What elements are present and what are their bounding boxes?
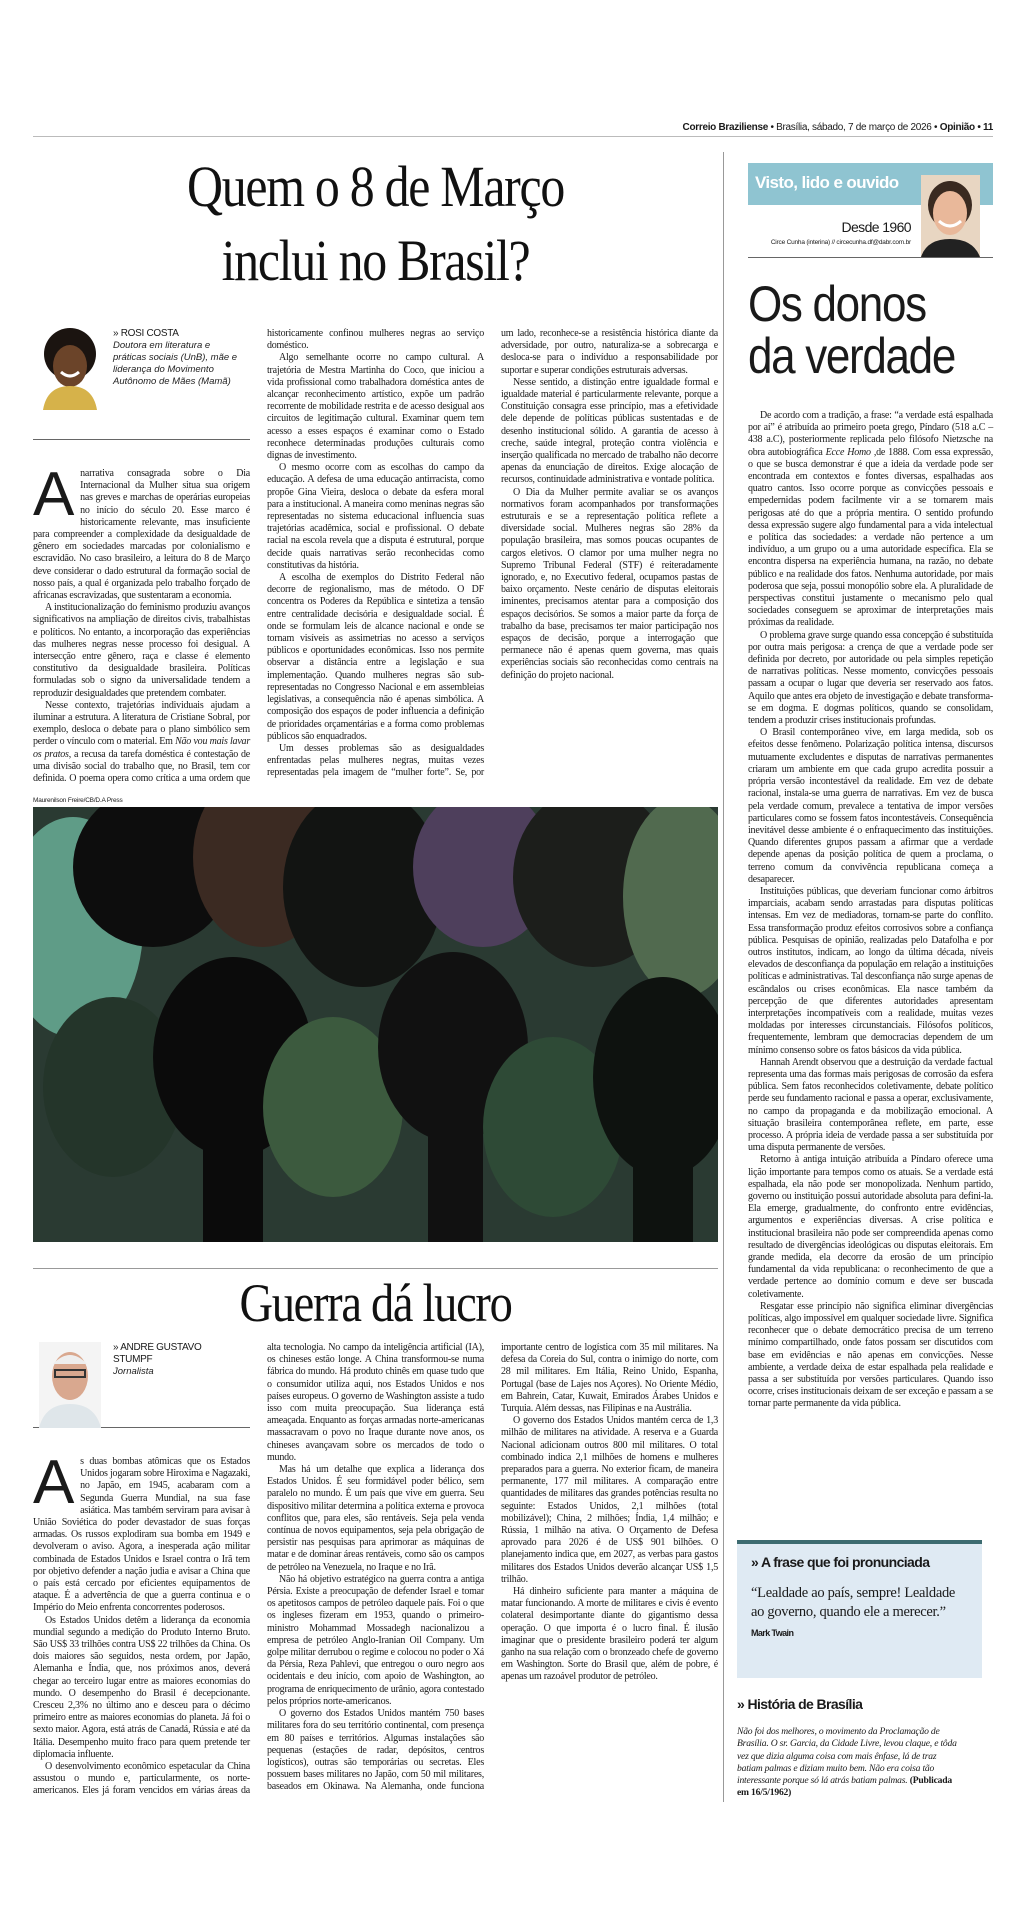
paragraph: Hannah Arendt observou que a destruição da verdade factual representa uma das formas mais perigosas de corrosão da esfera pública. Sem fatos reconhecidos coletivamente, debate político perde seu fundamento racional e passa a operar, exclusivamente, no campo da propaganda e da mobilização emocional. A situação brasileira contemporânea reflete, em parte, esse processo. A própria ideia de verdade passa a ser substituída por uma disputa permanente de versões. [748, 1056, 993, 1154]
paragraph: Os Estados Unidos detêm a liderança da economia mundial segundo a medição do Produto Interno Bruto. São US$ 33 trilhões contra US$ 22 trilhões da China. Os dois maiores são seguidos, nesta ordem, por Japão, Alemanha e Índia, que, nos próximos anos, deverá chegar ao terceiro lugar entre as maiores economias do mundo. O desempenho do Brasil é decepcionante. Cresceu 2,3% no último ano e desceu para o décimo primeiro entre as maiores economias do planeta. Já foi o sexto maior. Agora, está atrás de Canadá, Rússia e até da Itália. Desempenho muito fraco para quem pretende ter diplomacia influente. [33, 1614, 250, 1760]
history-text: Não foi dos melhores, o movimento da Proclamação de Brasília. O sr. Garcia, da Cidade Livre, levou claque, e tôda vez que dizia alguma coisa com mais ênfase, lá de traz batiam palmas e diziam muito bem. Não era coisa tão interessante porque só lá atrás batiam palmas. [737, 1726, 957, 1787]
section-name: Opinião [939, 122, 975, 133]
edition-date: • Brasília, sábado, 7 de março de 2026 • [770, 122, 938, 133]
article1-body [33, 328, 718, 786]
drop-cap: A [33, 1448, 75, 1517]
paragraph: Há dinheiro suficiente para manter a máquina de matar funcionando. A morte de militares e civis é evento colateral desimportante diante do gigantismo dessa operação. O que importa é o lucro final. É ilusão imaginar que o presidente brasileiro poderá ter algum ganho na sua relação com o bronzeado chefe de governo em Washington. Sorte do Brasil que, além de pobre, é apenas um razoável produtor de petróleo. [501, 1586, 718, 1683]
paragraph: O desenvolvimento econômico espetacular da China assustou o mundo e, particularmente, os norte-americanos. Eles já foram vencidos em várias áreas da alta tecnologia. No campo da inteligência artificial (IA), os chineses estão longe. A China transformou-se numa fábrica do mundo. Há produto chinês em quase tudo que o consumidor utiliza aqui, nos Estados Unidos e nos países europeus. O governo de Washington assiste a tudo isso com muita preocupação. Sua liderança está ameaçada. Enquanto as forças armadas norte-americanas massacravam o povo no Iraque durante nove anos, os chineses avançavam sobre os mercados de todo o mundo. [33, 1342, 484, 1797]
headline-line-2: da verdade [748, 328, 955, 384]
paragraph: Não há objetivo estratégico na guerra contra a antiga Pérsia. Existe a preocupação de defender Israel e tomar os apetitosos campos de petróleo daquele país. Foi o que os ingleses fizeram em 1953, quando o primeiro-ministro Mohammad Mossadegh nacionalizou a empresa de petróleo Anglo-Iranian Oil Company. Um golpe militar derrubou o regime e colocou no poder o Xá da Pérsia, Reza Pahlevi, que entregou o ouro negro aos ocidentais e deu início, com apoio de Washington, ao programa de enriquecimento de urânio, agora contestado pelos próprios norte-americanos. [267, 1573, 484, 1707]
paragraph-text: , a recusa da tarefa doméstica é contestação de uma divisão social do trabalho que, no Brasil, tem cor definida. O poema opera como crítica a uma ordem que historicamente confinou mulheres negras ao serviço doméstico. [33, 328, 484, 785]
paragraph: Mas há um detalhe que explica a liderança dos Estados Unidos. É seu formidável poder bélico, sem paralelo no mundo. É um país que vive em guerra. Seu dispositivo militar determina a política externa e provoca conflitos que, para eles, são rentáveis. Seja pela venda contínua de novos equipamentos, seja pela obrigação de persistir nas pesquisas para aprimorar as máquinas de matar e de dominar áreas rentáveis, como são os campos de petróleo na Venezuela, no Iraque e no Irã. [267, 1464, 484, 1573]
author-name: » ANDRÉ GUSTAVO STUMPF [113, 1342, 202, 1365]
headline-line-1: Quem o 8 de Março [186, 154, 564, 219]
quote-author: Mark Twain [751, 1628, 794, 1638]
paragraph [33, 460, 250, 602]
author-role: Doutora em literatura e práticas sociais (UnB), mãe e liderança do Movimento Autônomo de Mães (Mamã) [113, 340, 238, 387]
columnist-contact: Circe Cunha (interina) // circecunha.df@dabr.com.br [770, 239, 911, 246]
paragraph: Nesse sentido, a distinção entre igualdade formal e igualdade material é particularmente relevante, porque a Constituição consagra esse princípio, mas a efetividade dele depende de políticas públicas sustentadas e de desenho institucional sólido. A garantia de acesso à creche, saúde integral, proteção contra violência e inserção qualificada no mercado de trabalho não decorre apenas da enunciação de direitos. Exige alocação de recursos, continuidade administrativa e vontade política. [501, 376, 718, 486]
paragraph: Instituições públicas, que deveriam funcionar como árbitros imparciais, acabam sendo arrastadas para disputas políticas intensas. Em vez de mediadoras, tornam-se parte do conflito. Essa transformação produz efeitos corrosivos sobre a confiança pública. Pesquisas de opinião, realizadas pelo Datafolha e por outros institutos, indicam, ao longo da última década, níveis elevados de desconfiança da população em relação a instituições políticas e administrativas. Tal desconfiança não surge apenas de escândalos ou crises econômicas. Ela nasce também da percepção de que diferentes autoridades apresentam interpretações incompatíveis com a realidade, muitas vezes moldadas por interesses circunstanciais. Filósofos políticos, frequentemente, lembram que democracias dependem de um mínimo consenso sobre os fatos básicos da vida pública. [748, 885, 993, 1056]
author-photo [39, 328, 101, 410]
paragraph [33, 1448, 250, 1615]
headline-line-1: Os donos [748, 276, 926, 332]
drop-cap: A [33, 460, 75, 529]
paragraph: O governo dos Estados Unidos mantém 750 bases militares fora do seu território continental, com presença em 80 países e territórios. Algumas instalações são pequenas (estações de radar, depósitos, centros logísticos), outras são temporárias ou secretas. Eles possuem bases militares no Japão, com 50 mil militares, baseados em Okinawa. Na Alemanha, onde funciona importante centro de logística com 35 mil militares. Na defesa da Coreia do Sul, contra o inimigo do norte, com 28 mil militares. Em Itália, Reino Unido, Espanha, Portugal (base de Lajes nos Açores). No Oriente Médio, em Bahrein, Catar, Kuwait, Emirados Árabes Unidos e Turquia. Além dessas, nas Filipinas e na Austrália. [267, 1342, 718, 1793]
paragraph-text: s duas bombas atômicas que os Estados Unidos jogaram sobre Hiroxima e Nagazaki, no Japão, em 1945, acabaram com a Segunda Guerra Mundial, na sua fase asiática. Mas também serviram para avisar à União Soviética do poder devastador de suas forças armadas. Os russos explodiram sua bomba em 1949 e devolveram o aviso. Agora, a inesperada ação militar combinada de Estados Unidos e Israel contra o Irã tem por objetivo defender a nação judia e avisar a China que o país está cercado por eficientes equipamentos de ataque. É a advertência de que a guerra continua e o Império do Meio enfrenta concorrentes poderosos. [33, 1456, 250, 1614]
paragraph-text: narrativa consagrada sobre o Dia Internacional da Mulher situa sua origem nas greves e marchas de operárias europeias no início do século 20. Esse marco é historicamente relevante, mas insuficiente para compreender a complexidade da desigualdade de gênero em sociedades marcadas por colonialismo e escravidão. No caso brasileiro, a leitura do 8 de Março deve considerar o dado estrutural da formação social de nosso país, a qual é organizada pelo trabalho forçado de africanas escravizadas, que sustentaram a economia. [33, 468, 250, 602]
column-body [748, 410, 993, 1411]
paragraph: Um desses problemas são as desigualdades enfrentadas pelas mulheres negras, muitas vezes representadas pela imagem de “mulher forte”. Se, por um lado, reconhece-se a resistência histórica diante da adversidade, por outro, naturaliza-se a sobrecarga e desloca-se para o indivíduo a responsabilidade por suportar e superar condições estruturais adversas. [267, 328, 718, 779]
article1-headline [33, 150, 718, 298]
quote-box [737, 1540, 982, 1678]
paragraph: O governo dos Estados Unidos mantém cerca de 1,3 milhão de militares na atividade. A reserva e a Guarda Nacional adicionam outros 800 mil militares. O total combinado indica 2,1 milhões de homens e mulheres preparados para a guerra. No exterior ficam, de maneira permanente, 177 mil militares. A comparação entre quantidades de militares das grandes potências resulta no seguinte: Estados Unidos, 2,1 milhões (total mobilizável); China, 2 milhões; Índia, 1,4 milhão; e Rússia, 1 milhão na ativa. O Orçamento de Defesa aprovado para 2026 é de US$ 901 bilhões. O planejamento indica que, em 2027, as verbas para gastos militares dos Estados Unidos deverão alcançar US$ 1,5 trilhão. [501, 1415, 718, 1585]
columnist-photo [921, 175, 980, 257]
author-byline [33, 1342, 250, 1428]
quote-box-title: » A frase que foi pronunciada [751, 1554, 930, 1570]
page-number: • 11 [977, 122, 993, 133]
history-publication-date: (Publicada em 16/5/1962) [737, 1775, 952, 1799]
paragraph: O mesmo ocorre com as escolhas do campo da educação. A defesa de uma educação antirracista, como propõe Gina Vieira, desloca o debate da esfera moral para a institucional. A maneira como meninas negras são representadas no sistema educacional influencia suas trajetórias acadêmica, social e profissional. O debate racial na escola revela que a disputa é estrutural, porque decide quais narrativas serão reconhecidas como constitutivas da história. [267, 462, 484, 571]
newspaper-name: Correio Braziliense [682, 122, 768, 133]
paragraph: A escolha de exemplos do Distrito Federal não decorre de regionalismo, mas de método. O DF concentra os Poderes da República e sintetiza a tensão entre centralidade decisória e desigualdade social. É onde se formulam leis de alcance nacional e onde se tornam visíveis as assimetrias no acesso a serviços públicos e oportunidades econômicas. Isso nos permite observar a distância entre a legislação e sua implementação. Quando mulheres negras são sub-representadas no Congresso Nacional e em assembleias legislativas, a consequência não é apenas simbólica. A composição dos espaços de poder influencia a definição de prioridades orçamentárias e a forma como problemas públicos são enquadrados. [267, 572, 484, 742]
paragraph: O problema grave surge quando essa concepção é substituída por outra mais perigosa: a crença de que a verdade pode ser definida por decreto, por autoridade ou pela simples repetição de narrativas políticas. Nesse momento, convicções pessoais passam a ocupar o lugar que deveria ser reservado aos fatos. Aquilo que antes era objeto de investigação e debate transforma-se em dogma. E dogmas políticos, quando se consolidam, tendem a produzir crises institucionais profundas. [748, 629, 993, 727]
paragraph-text: ,de 1888. Com essa expressão, o que se busca demonstrar é que a ideia da verdade pode ser encontrada em contextos e fontes diversas, espalhadas aos quatro cantos. Isso ocorre porque as convicções pessoais e empedernidas podem facilmente vir a se tornarem mais perigosas até do que a própria mentira. O sentido profundo dessa expressão sugere algo fundamental para a vida intelectual e política das sociedades: a verdade não pertence a um indivíduo, a um grupo ou a uma autoridade específica. Ela se encontra dispersa na experiência humana, na razão, no debate público e na realidade dos fatos. Nenhuma autoridade, por mais poderosa que seja, possui monopólio sobre ela. A pluralidade de perspectivas constitui justamente o mecanismo pelo qual sociedades conseguem se aproximar de interpretações mais próximas da realidade. [748, 446, 993, 629]
author-name: » ROSI COSTA [113, 328, 179, 339]
page-masthead [33, 122, 993, 137]
paragraph: Resgatar esse princípio não significa eliminar divergências políticas, algo impossível em qualquer sociedade livre. Significa reconhecer que o debate democrático precisa de um terreno mínimo compartilhado, onde fatos possam ser discutidos com base em evidências e não apenas em convicções. Nesse ambiente, a verdade deixa de estar espalhada pela realidade e passa a ser substituída por versões particulares. Quando isso ocorre, crises institucionais deixam de ser exceção e passam a se tornar parte permanente da vida pública. [748, 1300, 993, 1410]
illustration-silhouettes [33, 807, 718, 1242]
photo-credit: Maurenilson Freire/CB/D.A Press [33, 797, 123, 804]
paragraph: A institucionalização do feminismo produziu avanços significativos na ampliação de direitos civis, trabalhistas e políticos. No entanto, a incorporação das experiências das mulheres negras nesse processo foi desigual. A intersecção entre gênero, raça e classe é elemento constitutivo da desigualdade brasileira. Políticas formuladas sob o signo da universalidade tendem a reproduzir desigualdades que pretendem combater. [33, 602, 250, 699]
paragraph-text: De acordo com a tradição, a frase: “a verdade está espalhada por aí” é atribuída ao primeiro poeta grego, Píndaro (518 a.C – 438 a.C), posteriormente replicada pelo filósofo Nietzsche na obra autobiográfica [748, 410, 993, 458]
since-label: Desde 1960 [841, 219, 911, 235]
section-separator [33, 1268, 718, 1269]
paragraph: O Dia da Mulher permite avaliar se os avanços normativos foram acompanhados por transformações estruturais e se a representação política reflete a diversidade social. Mulheres negras são 28% da população brasileira, mas somos poucas ocupantes de cargos eletivos. O clamor por uma mulher negra no Supremo Tribunal Federal (STF) é reiteradamente ignorado, e, no Executivo federal, ocupamos pastas de baixo orçamento. Neste cenário de disputas eleitorais iminentes, precisamos atentar para a composição dos espaços decisórios. Se somos a maior parte da força de trabalho da base, precisamos ter maior participação nos espaços de decisão, porque a interrogação que permanece não é apenas quem governa, mas quais experiências sociais são reconhecidas como centrais na definição do projeto nacional. [501, 486, 718, 681]
quote-text: “Lealdade ao país, sempre! Lealdade ao governo, quando ele a merecer.” [751, 1585, 956, 1620]
paragraph: O Brasil contemporâneo vive, em larga medida, sob os efeitos desse fenômeno. Polarização política intensa, discursos mutuamente excludentes e disputas de narrativas permanentes criaram um ambiente em que cada grupo acredita possuir a própria versão incontestável da realidade. Em vez de debate racional, instala-se uma guerra de narrativas. Em vez de busca pela verdade comum, prevalece a tentativa de impor versões particulares como se fossem fatos incontestáveis. Consequência inevitável desse ambiente é o enfraquecimento das instituições. Quando diferentes grupos passam a afirmar que a verdade depende apenas da posição política de quem a proclama, o terreno comum da convivência republicana começa a desaparecer. [748, 727, 993, 885]
article2-body [33, 1342, 718, 1798]
history-title: » História de Brasília [737, 1696, 863, 1712]
column-name: Visto, lido e ouvido [755, 173, 899, 192]
column-header [748, 163, 993, 258]
paragraph-text: Nesse contexto, trajetórias individuais ajudam a iluminar a estrutura. A literatura de Cristiane Sobral, por exemplo, desloca o debate para o plano simbólico sem perder o vínculo com o material. Em [33, 699, 250, 748]
history-text-block [737, 1726, 959, 1800]
book-title: Não vou mais lavar os pratos [33, 736, 250, 760]
author-byline [33, 328, 250, 440]
headline-line-2: inclui no Brasil? [221, 228, 530, 293]
book-title: Ecce Homo [825, 446, 871, 458]
column-divider [723, 152, 724, 1802]
author-role: Jornalista [113, 1366, 154, 1377]
column-headline [748, 278, 968, 382]
author-photo [39, 1342, 101, 1428]
paragraph: Algo semelhante ocorre no campo cultural. A trajetória de Mestra Martinha do Coco, que iniciou a vida profissional como trabalhadora doméstica antes de alcançar reconhecimento artístico, expõe um padrão recorrente de mobilidade restrita e de acesso desigual aos circuitos de legitimação cultural. Examinar quem tem acesso a esses espaços é examinar como o Estado reconhece determinadas produções culturais como dignas de investimento. [267, 352, 484, 462]
paragraph [748, 410, 993, 630]
article2-headline: Guerra dá lucro [239, 1273, 512, 1333]
paragraph: Retorno à antiga intuição atribuída a Píndaro oferece uma lição importante para tempos como os atuais. Se a verdade está espalhada, ela não pode ser monopolizada. Nenhum partido, governo ou instituição possui autoridade absoluta para defini-la. Ela emerge, gradualmente, do confronto entre evidências, argumentos e experiências diversas. A crise política e institucional brasileira não pode ser compreendida apenas como resultado de divergências ideológicas ou disputas eleitorais. Em grande medida, ela decorre da erosão de um princípio fundamental da vida republicana: o reconhecimento de que a verdade pertence ao domínio comum e deve ser buscada coletivamente. [748, 1154, 993, 1300]
